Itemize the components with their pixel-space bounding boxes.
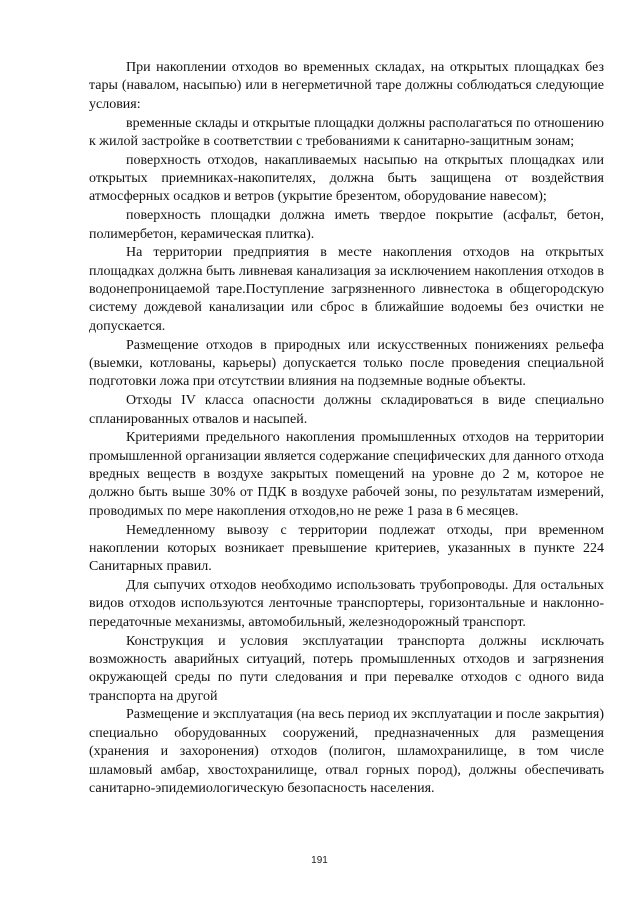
paragraph: Размещение отходов в природных или искусственных понижениях рельефа (выемки, котлованы, карьеры) допускается только после проведения специальной подготовки ложа при отсутствии влияния на подземные водные объекты.	[89, 337, 604, 390]
page-number: 191	[311, 855, 328, 866]
paragraph: Критериями предельного накопления промышленных отходов на территории промышленной организации является содержание специфических для данного отхода вредных веществ в воздухе закрытых помещений на уровне до 2 м, которое не должно быть выше 30% от ПДК в воздухе рабочей зоны, по результатам измерений, проводимых по мере накопления отходов,но не реже 1 раза в 6 месяцев.	[89, 430, 604, 519]
paragraph: При накоплении отходов во временных складах, на открытых площадках без тары (навалом, насыпью) или в негерметичной таре должны соблюдаться следующие условия:	[89, 60, 604, 112]
paragraph: поверхность площадки должна иметь твердое покрытие (асфальт, бетон, полимербетон, керамическая плитка).	[89, 208, 604, 242]
paragraph: временные склады и открытые площадки должны располагаться по отношению к жилой застройке в соответствии с требованиями к санитарно-защитным зонам;	[89, 115, 604, 149]
paragraph: Немедленному вывозу с территории подлежат отходы, при временном накоплении которых возникает превышение критериев, указанных в пункте 224 Санитарных правил.	[89, 522, 604, 575]
paragraph: На территории предприятия в месте накопления отходов на открытых площадках должна быть ливневая канализация за исключением накопления отходов в водонепроницаемой таре.Поступление загрязненного ливнестока в общегородскую систему дождевой канализации или сброс в ближайшие водоемы без очистки не допускается.	[89, 245, 604, 334]
paragraph: Для сыпучих отходов необходимо использовать трубопроводы. Для остальных видов отходов используются ленточные транспортеры, горизонтальные и наклонно-передаточные механизмы, автомобильный, железнодорожный транспорт.	[89, 578, 604, 630]
paragraph: Конструкция и условия эксплуатации транспорта должны исключать возможность аварийных ситуаций, потерь промышленных отходов и загрязнения окружающей среды по пути следования и при перевалке отходов с одного вида транспорта на другой	[89, 633, 604, 704]
body-text	[89, 59, 604, 799]
paragraph: Размещение и эксплуатация (на весь период их эксплуатации и после закрытия) специально оборудованных сооружений, предназначенных для размещения (хранения и захоронения) отходов (полигон, шламохранилище, в том числе шламовый амбар, хвостохранилище, отвал горных пород), должны обеспечивать санитарно-эпидемиологическую безопасность населения.	[89, 707, 604, 797]
paragraph: поверхность отходов, накапливаемых насыпью на открытых площадках или открытых приемниках-накопителях, должна быть защищена от воздействия атмосферных осадков и ветров (укрытие брезентом, оборудование навесом);	[89, 152, 604, 205]
paragraph: Отходы IV класса опасности должны складироваться в виде специально спланированных отвалов и насыпей.	[89, 393, 604, 427]
